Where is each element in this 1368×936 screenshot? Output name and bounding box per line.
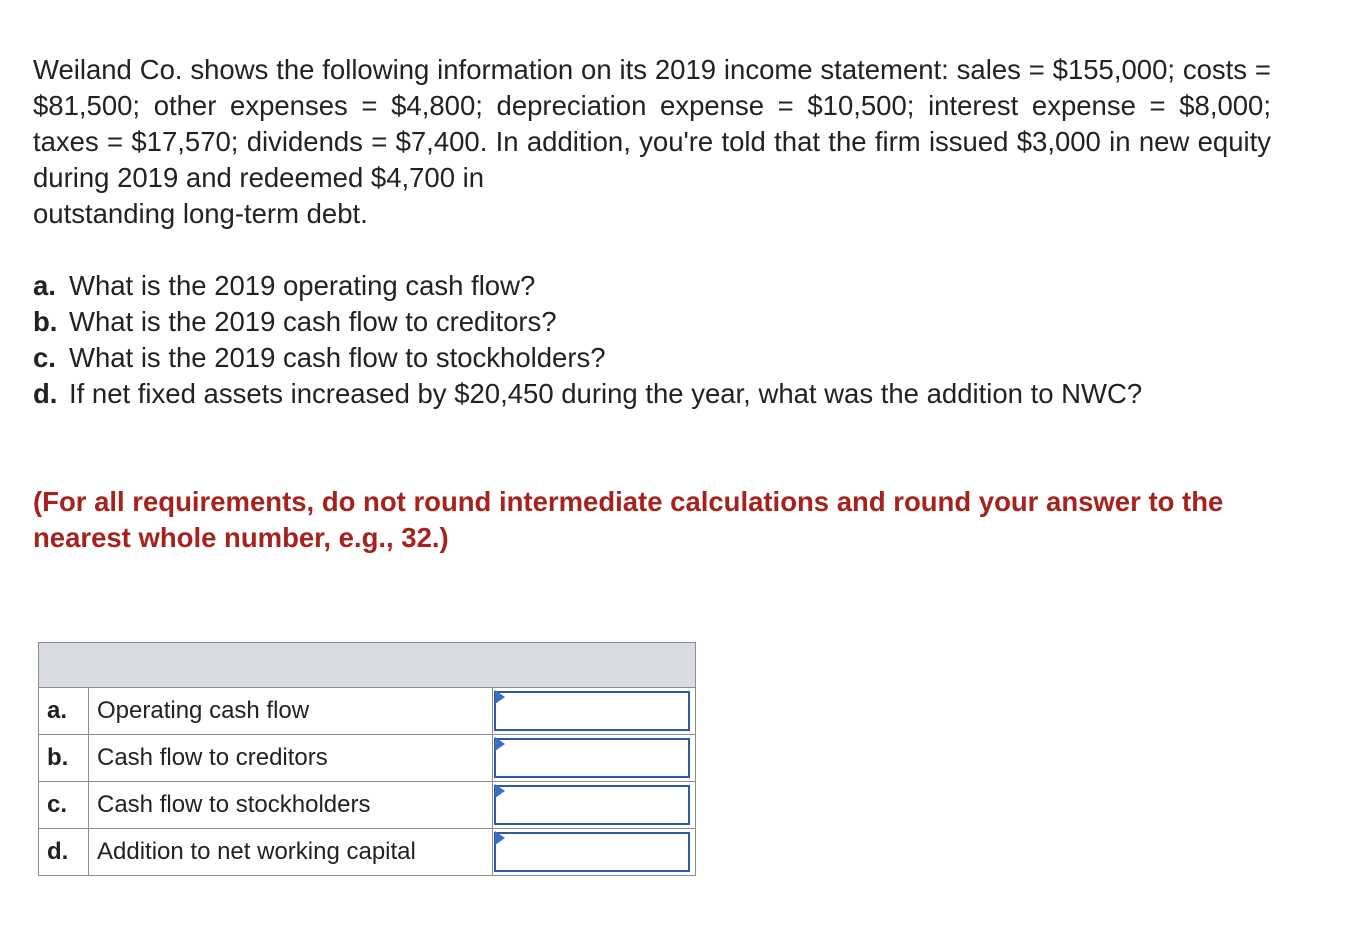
question-d [33,376,1273,412]
question-a [33,268,1273,304]
row-label: Cash flow to stockholders [89,782,493,829]
cash-flow-to-stockholders-input[interactable] [494,785,690,825]
answer-cell-c [493,782,696,829]
row-letter: d. [39,829,89,876]
answer-table-header [39,643,696,688]
answer-row-a [39,688,696,735]
row-label: Cash flow to creditors [89,735,493,782]
problem-statement-last-line: outstanding long-term debt. [33,198,368,229]
row-label: Addition to net working capital [89,829,493,876]
answer-table [38,642,696,876]
input-marker-icon [495,831,505,845]
question-letter: c. [33,342,56,373]
answer-table-header-cell [39,643,696,688]
input-marker-icon [495,690,505,704]
row-letter: a. [39,688,89,735]
row-letter: c. [39,782,89,829]
answer-cell-b [493,735,696,782]
addition-to-nwc-input[interactable] [494,832,690,872]
input-marker-icon [495,737,505,751]
answer-cell-d [493,829,696,876]
row-letter: b. [39,735,89,782]
question-letter: b. [33,306,58,337]
problem-statement-text: Weiland Co. shows the following information on its 2019 income statement: sales = $155,000; costs = $81,500; other expenses = $4,800; depreciation expense = $10,500; interest expense = $8,000; taxes = $17,570; dividends = $7,400. In addition, you're told that the firm issued $3,000 in new equity during 2019 and redeemed $4,700 in [33,54,1271,193]
question-c [33,340,1273,376]
operating-cash-flow-input[interactable] [494,691,690,731]
question-text: What is the 2019 cash flow to creditors? [69,306,557,337]
answer-row-b [39,735,696,782]
cash-flow-to-creditors-input[interactable] [494,738,690,778]
problem-statement [33,52,1271,268]
question-text: What is the 2019 cash flow to stockholders? [69,342,606,373]
question-text: What is the 2019 operating cash flow? [69,270,536,301]
question-letter: a. [33,270,56,301]
question-b [33,304,1273,340]
question-list [33,268,1273,412]
input-marker-icon [495,784,505,798]
row-label: Operating cash flow [89,688,493,735]
question-letter: d. [33,378,58,409]
rounding-instructions: (For all requirements, do not round intermediate calculations and round your answer to the nearest whole number, e.g., 32.) [33,486,1224,553]
answer-row-c [39,782,696,829]
answer-cell-a [493,688,696,735]
question-text: If net fixed assets increased by $20,450 during the year, what was the addition to NWC? [69,378,1143,409]
answer-row-d [39,829,696,876]
